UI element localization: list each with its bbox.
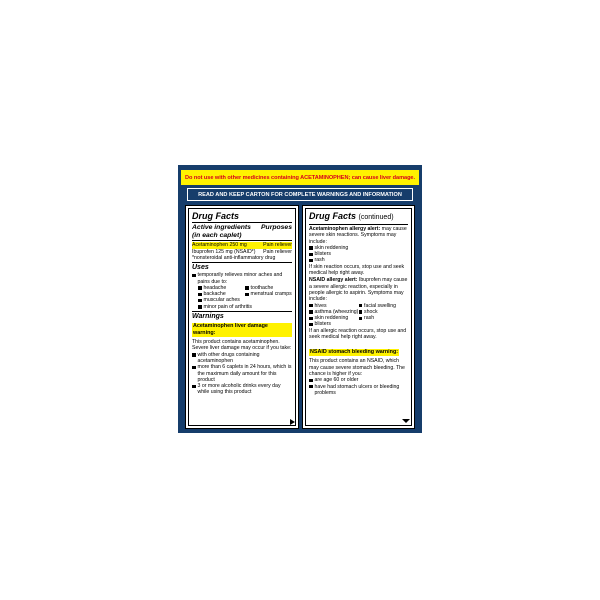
banner-top-text: Do not use with other medicines containing ACETAMINOPHEN; can cause liver damage. [185,174,415,181]
read-carton-banner [187,188,413,201]
arrow-right-icon [290,419,295,425]
stomach-bleeding-heading: NSAID stomach bleeding warning: [310,349,399,356]
list-item: skin reddening [309,245,408,251]
bullet-square-icon [192,385,196,389]
list-item: blisters [309,251,408,257]
bullet-square-icon [309,304,313,308]
bullet-square-icon [192,274,196,278]
bullet-square-icon [245,286,249,290]
liver-warning-text: This product contains acetaminophen. Severe liver damage may occur if you take: [192,339,292,352]
stomach-bleeding-text: This product contains an NSAID, which may cause severe stomach bleeding. The chance is higher if you: [309,358,405,377]
list-item: rash [309,257,408,263]
bullet-square-icon [198,293,202,297]
acetaminophen-allergy-alert: Acetaminophen allergy alert: may cause severe skin reactions. Symptoms may include: [309,226,407,245]
banner-second-text: READ AND KEEP CARTON FOR COMPLETE WARNINGS AND INFORMATION [198,191,402,198]
ingredient-purpose: Pain reliever [263,248,292,255]
purposes-label: Purposes [261,224,292,231]
list-item: are age 60 or older [309,377,408,383]
bullet-square-icon [309,317,313,321]
list-item: more than 6 caplets in 24 hours, which is the maximum daily amount for this product [192,364,292,383]
bullet-square-icon [245,293,249,297]
uses-heading: Uses [192,264,209,272]
list-item: toothache [245,285,292,291]
liver-warning-heading: Acetaminophen liver damage warning: [192,323,292,337]
uses-list [192,285,292,310]
warnings-heading: Warnings [192,313,224,321]
bullet-square-icon [192,366,196,370]
list-item: backache [198,291,245,297]
drug-facts-title: Drug Facts [192,211,240,221]
bullet-square-icon [359,304,363,308]
list-item: asthma (wheezing) [309,309,359,315]
list-item: shock [359,309,409,315]
list-item: with other drugs containing acetaminophen [192,352,292,365]
drug-facts-right-column [302,205,415,429]
drug-facts-panel [178,165,422,433]
bullet-square-icon [309,310,313,314]
nsaid-footnote: *nonsteroidal anti-inflammatory drug [192,255,276,261]
list-item: facial swelling [359,303,409,309]
bullet-square-icon [309,259,313,263]
bullet-square-icon [192,353,196,357]
acetaminophen-warning-banner [181,170,419,185]
list-item: rash [359,315,409,321]
list-item: blisters [309,321,408,327]
list-item: have had stomach ulcers or bleeding problems [309,384,408,397]
list-item: muscular aches [198,297,292,303]
active-ingredients-sub: (in each caplet) [192,231,242,239]
nsaid-symptom-list [309,303,408,328]
bullet-square-icon [198,305,202,309]
list-item: skin reddening [309,315,359,321]
bullet-square-icon [198,299,202,303]
bullet-square-icon [359,317,363,321]
bullet-square-icon [309,379,313,383]
bullet-square-icon [309,323,313,327]
ingredient-name: Acetaminophen 250 mg [192,242,247,248]
uses-intro: temporarily relieves minor aches and pains due to: [192,272,292,285]
bullet-square-icon [198,286,202,290]
arrow-down-icon [402,419,410,423]
list-item: minor pain of arthritis [198,304,292,310]
bullet-square-icon [309,385,313,389]
drug-facts-continued-title: Drug Facts (continued) [309,211,394,221]
bullet-square-icon [309,253,313,257]
drug-facts-left-column [185,205,299,429]
bullet-square-icon [359,310,363,314]
list-item: hives [309,303,359,309]
list-item: menstrual cramps [245,291,292,297]
bullet-square-icon [309,246,313,250]
allergy2-after-text: If an allergic reaction occurs, stop use and seek medical help right away. [309,327,407,341]
list-item: 3 or more alcoholic drinks every day while using this product [192,383,292,396]
allergy1-after-text: If skin reaction occurs, stop use and seek medical help right away. [309,263,405,277]
nsaid-allergy-alert: NSAID allergy alert: Ibuprofen may cause a severe allergic reaction, especially in people allergic to aspirin. Symptoms may include: [309,277,408,303]
ingredient-name: Ibuprofen 125 mg (NSAID*) [192,248,256,255]
active-ingredients-label: Active ingredients [192,224,251,231]
ingredient-purpose: Pain reliever [263,242,292,248]
list-item: headache [198,285,245,291]
